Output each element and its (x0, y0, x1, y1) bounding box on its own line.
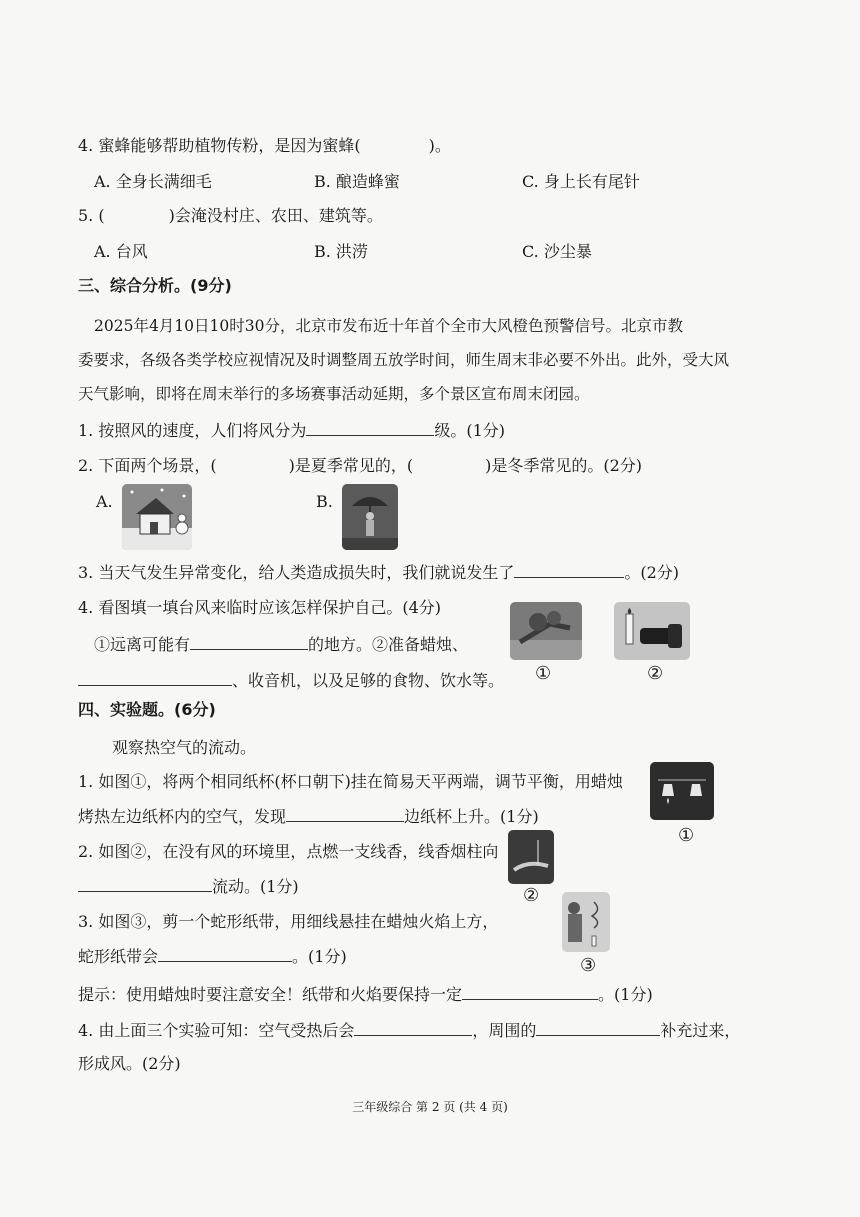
section-4-question-1-line-2 (78, 806, 539, 827)
question-text: 2. 下面两个场景，( (78, 456, 217, 475)
question-text-end: 的地方。②准备蜡烛、 (308, 635, 469, 654)
question-5-stem (78, 206, 383, 226)
scene-a-label: A. (96, 492, 113, 511)
section-3-paragraph-line-3: 天气影响，即将在周末举行的多场赛事活动延期，多个景区宣布周末闭园。 (78, 385, 590, 403)
section-4-title: 四、实验题。(6分) (78, 700, 216, 719)
section-4-question-4-line-2: 形成风。(2分) (78, 1054, 181, 1073)
figure-caption-experiment-1: ① (678, 825, 695, 846)
question-text-end: 流动。(1分) (212, 877, 299, 896)
answer-blank[interactable] (514, 562, 624, 578)
section-3-paragraph-line-1: 2025年4月10日10时30分，北京市发布近十年首个全市大风橙色预警信号。北京市教 (94, 317, 683, 335)
question-4-option-c: C. 身上长有尾针 (522, 172, 640, 191)
figure-caption-2: ② (647, 663, 664, 684)
section-3-paragraph-line-2: 委要求，各级各类学校应视情况及时调整周五放学时间，师生周末非必要不外出。此外，受大风 (78, 351, 730, 369)
question-text-end: 、收音机，以及足够的食物、饮水等。 (232, 671, 505, 690)
page-footer: 三年级综合 第 2 页 (共 4 页) (352, 1100, 508, 1114)
section-4-question-1-line-1: 1. 如图①，将两个相同纸杯(杯口朝下)挂在简易天平两端，调节平衡，用蜡烛 (78, 772, 623, 791)
answer-blank[interactable] (462, 984, 598, 1000)
section-4-intro: 观察热空气的流动。 (112, 738, 257, 757)
answer-blank[interactable] (78, 876, 212, 892)
section-3-question-3 (78, 562, 679, 583)
section-4-question-3-line-1: 3. 如图③，剪一个蛇形纸带，用细线悬挂在蜡烛火焰上方， (78, 912, 499, 931)
incense-smoke-image (508, 830, 554, 884)
paper-cup-balance-image (650, 762, 714, 820)
answer-blank[interactable] (158, 946, 292, 962)
summer-rain-scene-image (342, 484, 398, 550)
question-text: 烤热左边纸杯内的空气，发现 (78, 807, 287, 826)
question-4-stem-text: 4. 蜜蜂能够帮助植物传粉，是因为蜜蜂( (78, 136, 361, 155)
question-text-end: 边纸杯上升。(1分) (404, 807, 539, 826)
question-5-option-c: C. 沙尘暴 (522, 242, 592, 261)
answer-blank[interactable] (78, 670, 232, 686)
figure-caption-1: ① (535, 663, 552, 684)
spiral-paper-candle-image (562, 892, 610, 952)
typhoon-fallen-tree-image (510, 602, 582, 660)
question-text: 4. 由上面三个实验可知：空气受热后会 (78, 1021, 355, 1040)
question-5-stem-end: )会淹没村庄、农田、建筑等。 (168, 206, 383, 225)
tip-text-end: 。(1分) (598, 985, 653, 1004)
section-4-question-2-line-1: 2. 如图②，在没有风的环境里，点燃一支线香，线香烟柱向 (78, 842, 499, 861)
question-5-stem-text: 5. ( (78, 206, 105, 225)
winter-house-scene-image (122, 484, 192, 550)
figure-caption-experiment-2: ② (523, 885, 540, 906)
section-3-question-4-line-2 (78, 670, 504, 691)
section-3-question-4-title: 4. 看图填一填台风来临时应该怎样保护自己。(4分) (78, 598, 442, 617)
section-4-question-2-line-2 (78, 876, 299, 897)
question-text: 1. 按照风的速度，人们将风分为 (78, 421, 307, 440)
candle-flashlight-image (614, 602, 690, 660)
section-4-question-3-line-2 (78, 946, 347, 967)
scene-b-label: B. (316, 492, 333, 511)
question-text-end: 。(1分) (292, 947, 347, 966)
section-3-question-4-line-1 (94, 634, 468, 655)
answer-blank[interactable] (286, 806, 404, 822)
figure-caption-experiment-3: ③ (580, 955, 597, 976)
question-4-stem-end: )。 (428, 136, 451, 155)
answer-blank[interactable] (354, 1020, 472, 1036)
question-4-stem (78, 136, 451, 156)
question-text-end: 级。(1分) (434, 421, 506, 440)
section-4-safety-tip (78, 984, 653, 1005)
question-text-end: 。(2分) (624, 563, 680, 582)
question-4-option-a: A. 全身长满细毛 (94, 172, 212, 191)
section-4-question-4-line-1 (78, 1020, 740, 1041)
section-3-title: 三、综合分析。(9分) (78, 276, 232, 295)
question-5-option-b: B. 洪涝 (314, 242, 368, 261)
answer-blank[interactable] (536, 1020, 660, 1036)
question-text: 蛇形纸带会 (78, 947, 159, 966)
question-text-mid: )是夏季常见的，( (288, 456, 414, 475)
question-text: 3. 当天气发生异常变化，给人类造成损失时，我们就说发生了 (78, 563, 515, 582)
section-3-question-2 (78, 456, 642, 476)
question-text: ①远离可能有 (94, 635, 191, 654)
section-3-question-1 (78, 420, 505, 441)
question-text-mid: ，周围的 (472, 1021, 537, 1040)
answer-blank[interactable] (190, 634, 308, 650)
question-text-end: 补充过来， (660, 1021, 741, 1040)
tip-text: 提示：使用蜡烛时要注意安全！纸带和火焰要保持一定 (78, 985, 463, 1004)
answer-blank[interactable] (306, 420, 434, 436)
question-5-option-a: A. 台风 (94, 242, 148, 261)
question-4-option-b: B. 酿造蜂蜜 (314, 172, 400, 191)
question-text-end: )是冬季常见的。(2分) (485, 456, 643, 475)
